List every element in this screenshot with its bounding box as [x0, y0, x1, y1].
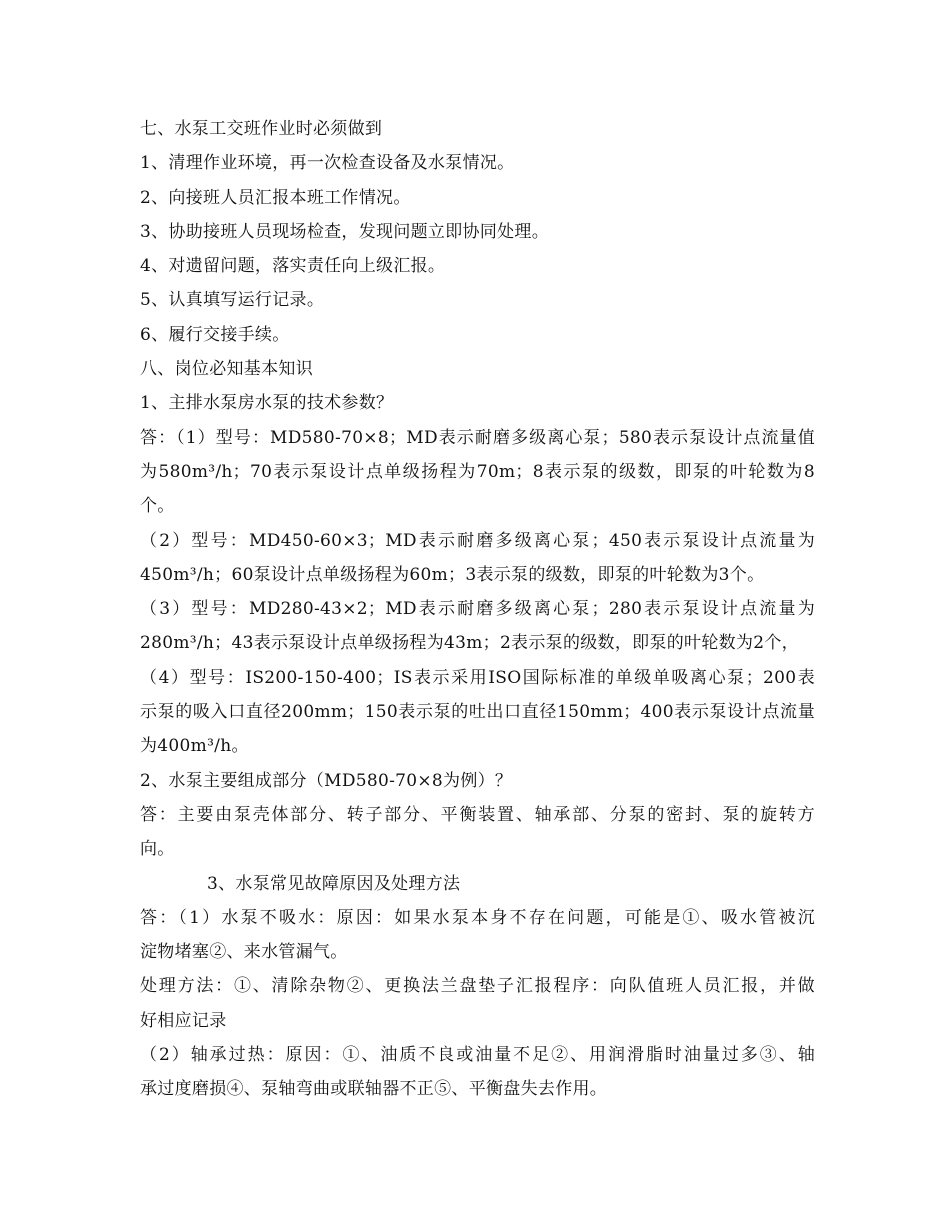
paragraph-line: 处理方法：①、清除杂物②、更换法兰盘垫子汇报程序：向队值班人员汇报，并做 — [140, 976, 815, 997]
paragraph-line: （4）型号：IS200-150-400；IS表示采用ISO国际标准的单级单吸离心泵；200表 — [140, 667, 815, 688]
paragraph-line: 4、对遗留问题，落实责任向上级汇报。 — [140, 256, 446, 277]
subheading-line: 3、水泵常见故障原因及处理方法 — [207, 873, 461, 894]
paragraph-line: 个。 — [140, 496, 175, 517]
document-body — [140, 112, 815, 1107]
paragraph-line: 2、向接班人员汇报本班工作情况。 — [140, 187, 411, 208]
paragraph-line: 6、履行交接手续。 — [140, 324, 290, 345]
paragraph-line: 450m³/h；60泵设计点单级扬程为60m；3表示泵的级数，即泵的叶轮数为3个。 — [140, 564, 765, 585]
paragraph-line: 答：（1）水泵不吸水：原因：如果水泵本身不存在问题，可能是①、吸水管被沉 — [140, 907, 815, 928]
paragraph-line: 280m³/h；43表示泵设计点单级扬程为43m；2表示泵的级数，即泵的叶轮数为2个， — [140, 633, 799, 654]
paragraph-line: 3、协助接班人员现场检查，发现问题立即协同处理。 — [140, 221, 550, 242]
paragraph-line: 承过度磨损④、泵轴弯曲或联轴器不正⑤、平衡盘失去作用。 — [140, 1079, 608, 1100]
paragraph-line: 5、认真填写运行记录。 — [140, 290, 325, 311]
paragraph-line: 好相应记录 — [140, 1010, 227, 1031]
section-heading-7: 七、水泵工交班作业时必须做到 — [140, 119, 383, 139]
paragraph-line: （2）型号：MD450-60×3；MD表示耐磨多级离心泵；450表示泵设计点流量为 — [140, 530, 815, 551]
question-line: 2、水泵主要组成部分（MD580-70×8为例）？ — [140, 770, 513, 791]
paragraph-line: 为400m³/h。 — [140, 736, 249, 757]
paragraph-line: 答：（1）型号：MD580-70×8；MD表示耐磨多级离心泵；580表示泵设计点流量值 — [140, 427, 815, 448]
paragraph-line: 示泵的吸入口直径200mm；150表示泵的吐出口直径150mm；400表示泵设计点流量 — [140, 702, 815, 723]
paragraph-line: （3）型号：MD280-43×2；MD表示耐磨多级离心泵；280表示泵设计点流量为 — [140, 599, 815, 620]
paragraph-line: 为580m³/h；70表示泵设计点单级扬程为70m；8表示泵的级数，即泵的叶轮数为8 — [140, 461, 815, 482]
paragraph-line: 淀物堵塞②、来水管漏气。 — [140, 942, 348, 963]
paragraph-line: 向。 — [140, 839, 175, 860]
question-line: 1、主排水泵房水泵的技术参数？ — [140, 393, 394, 414]
paragraph-line: （2）轴承过热：原因：①、油质不良或油量不足②、用润滑脂时油量过多③、轴 — [140, 1045, 815, 1066]
paragraph-line: 答：主要由泵壳体部分、转子部分、平衡装置、轴承部、分泵的密封、泵的旋转方 — [140, 804, 815, 825]
section-heading-8: 八、岗位必知基本知识 — [140, 359, 313, 380]
paragraph-line: 1、清理作业环境，再一次检查设备及水泵情况。 — [140, 153, 515, 174]
